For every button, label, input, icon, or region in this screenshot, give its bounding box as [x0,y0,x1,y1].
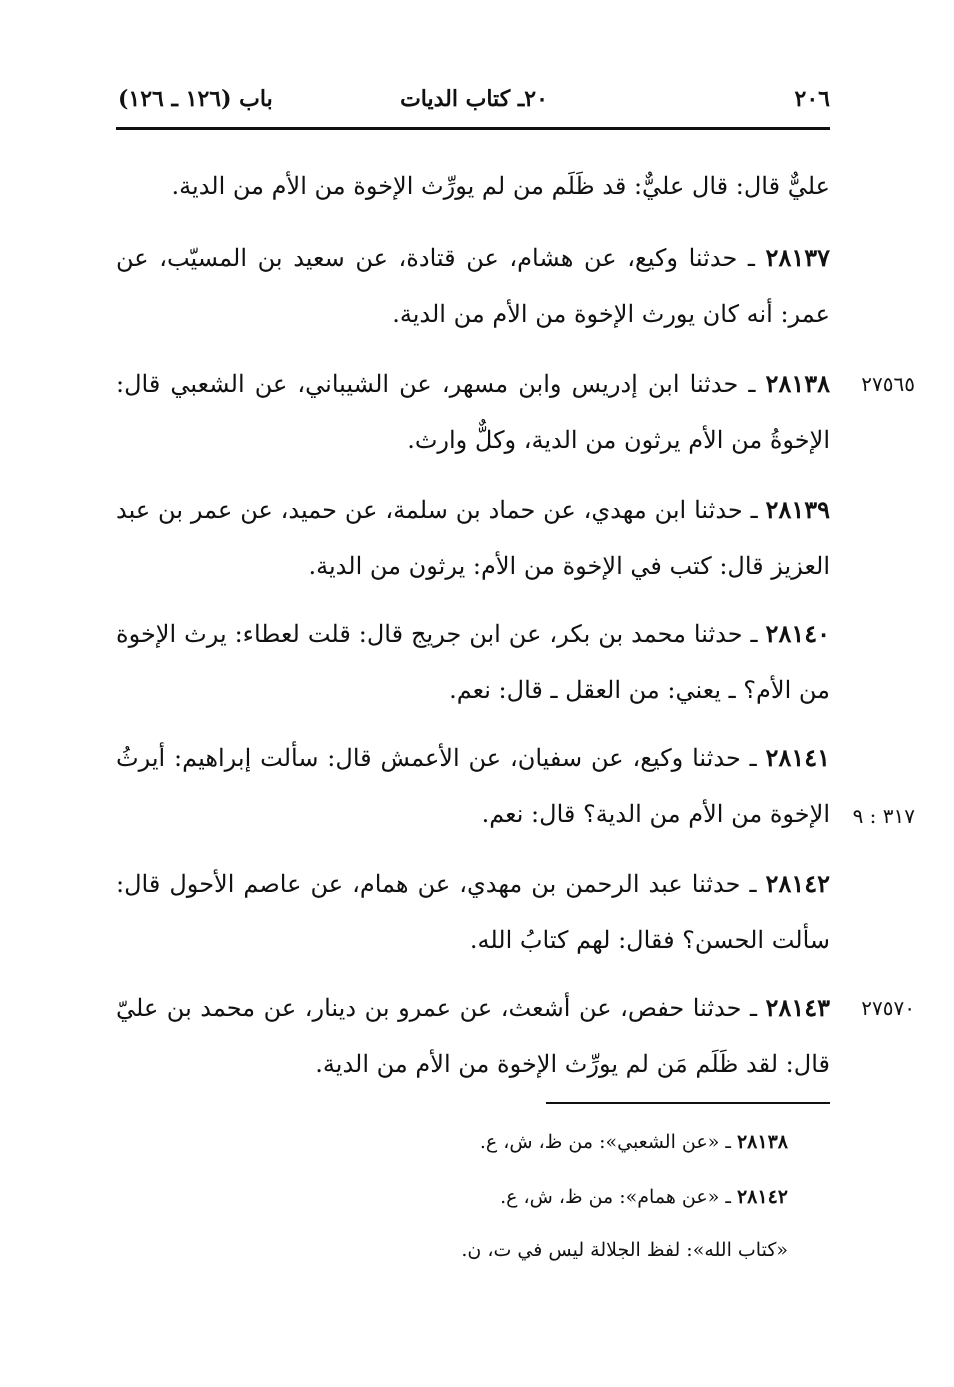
hadith-text: ـ حدثنا ابن مهدي، عن حماد بن سلمة، عن حميد، عن عمر بن عبد العزيز قال: كتب في الإخوة من الأم: يرثون من الدية. [116,496,830,580]
header-rule [116,127,830,130]
hadith-text: ـ حدثنا وكيع، عن هشام، عن قتادة، عن سعيد بن المسيّب، عن عمر: أنه كان يورث الإخوة من الأم من الدية. [116,244,830,328]
hadith-paragraph [116,606,830,718]
hadith-text: عليٌّ قال: قال عليٌّ: قد ظَلَم من لم يورِّث الإخوة من الأم من الدية. [171,172,830,200]
running-header [118,86,830,126]
footnote [300,1128,788,1156]
footnote-number: ٢٨١٤٢ [736,1186,788,1208]
footnote-text: ـ «عن الشعبي»: من ظ، ش، ع. [479,1131,737,1153]
hadith-paragraph [116,230,830,342]
chapter-range: باب (١٢٦ ـ ١٢٦) [118,86,273,112]
book-title: ٢٠ـ كتاب الديات [400,86,548,112]
hadith-number: ٢٨١٤٣ [765,993,830,1022]
footnote-text: ـ «عن همام»: من ظ، ش، ع. [500,1186,737,1208]
hadith-paragraph [116,482,830,594]
footnote [300,1236,788,1264]
hadith-text: ـ حدثنا محمد بن بكر، عن ابن جريج قال: قلت لعطاء: يرث الإخوة من الأم؟ ـ يعني: من العقل ـ قال: نعم. [116,620,830,704]
cross-reference-number: ٢٧٥٦٥ [861,372,915,396]
hadith-text: ـ حدثنا عبد الرحمن بن مهدي، عن همام، عن عاصم الأحول قال: سألت الحسن؟ فقال: لهم كتابُ الله. [116,870,830,954]
hadith-number: ٢٨١٤١ [765,743,830,772]
footnote-text: «كتاب الله»: لفظ الجلالة ليس في ت، ن. [461,1239,788,1261]
hadith-number: ٢٨١٣٨ [765,369,830,398]
cross-reference-volume-page: ٣١٧ : ٩ [852,804,915,828]
cross-reference-number: ٢٧٥٧٠ [861,996,915,1020]
page-number: ٢٠٦ [794,86,830,112]
hadith-paragraph [116,158,830,214]
hadith-number: ٢٨١٤٢ [765,869,830,898]
hadith-paragraph [116,856,830,968]
footnote [300,1183,788,1211]
hadith-text: ـ حدثنا حفص، عن أشعث، عن عمرو بن دينار، عن محمد بن عليّ قال: لقد ظَلَم مَن لم يورِّث الإخوة من الأم من الدية. [116,994,830,1078]
hadith-number: ٢٨١٤٠ [765,619,830,648]
hadith-text: ـ حدثنا وكيع، عن سفيان، عن الأعمش قال: سألت إبراهيم: أيرثُ الإخوة من الأم من الدية؟ قال: نعم. [116,744,830,828]
footnote-rule [546,1102,830,1104]
hadith-text: ـ حدثنا ابن إدريس وابن مسهر، عن الشيباني، عن الشعبي قال: الإخوةُ من الأم يرثون من الدية، وكلٌّ وارث. [116,370,830,454]
hadith-number: ٢٨١٣٧ [765,243,830,272]
footnote-number: ٢٨١٣٨ [736,1131,788,1153]
hadith-number: ٢٨١٣٩ [765,495,830,524]
